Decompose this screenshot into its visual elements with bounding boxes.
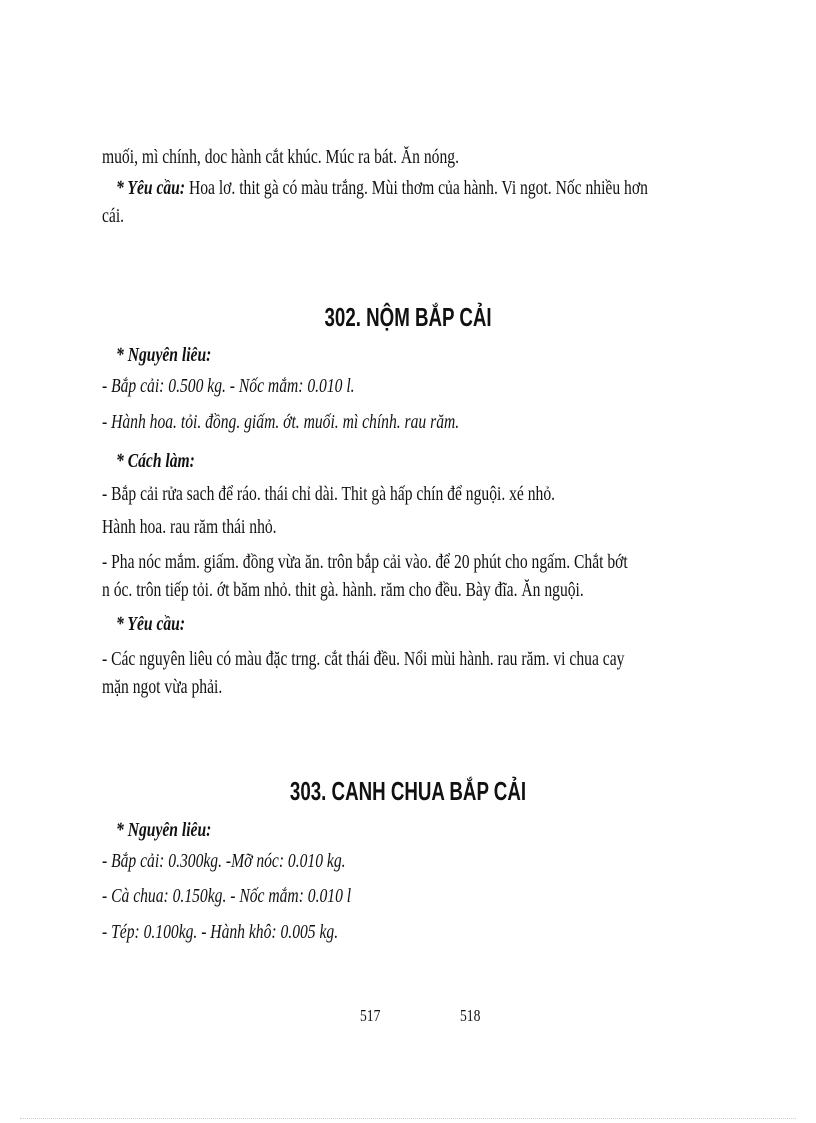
recipe-302-requirement-label: * Yêu cầu:: [116, 613, 186, 635]
recipe-302-method-label: * Cách làm:: [116, 450, 195, 472]
recipe-302-title: 302. NỘM BẮP CẢI: [324, 302, 492, 332]
recipe-302-ingredients-label: * Nguyên liêu:: [116, 344, 212, 366]
intro-line-1: muối, mì chính, doc hành cắt khúc. Múc ra bát. Ăn nóng.: [102, 146, 459, 168]
recipe-303-ingredient-1: - Bắp cải: 0.300kg. -Mỡ nóc: 0.010 kg.: [102, 850, 346, 872]
page-bottom-rule: [20, 1118, 796, 1119]
requirement-label: * Yêu cầu:: [116, 177, 186, 199]
recipe-302-requirement-2: mặn ngot vừa phải.: [102, 676, 223, 698]
recipe-302-requirement-1: - Các nguyên liêu có màu đặc trng. cắt thái đều. Nổi mùi hành. rau răm. vi chua cay: [102, 648, 625, 670]
page-number-right: 518: [460, 1006, 481, 1025]
recipe-302-ingredient-2: - Hành hoa. tỏi. đồng. giấm. ớt. muối. mì chính. rau răm.: [102, 411, 460, 433]
recipe-303-ingredient-3: - Tép: 0.100kg. - Hành khô: 0.005 kg.: [102, 921, 339, 943]
intro-requirement: [116, 176, 648, 200]
recipe-302-method-3: - Pha nóc mắm. giấm. đồng vừa ăn. trôn bắp cải vào. để 20 phút cho ngấm. Chắt bớt: [102, 551, 628, 573]
recipe-302-method-2: Hành hoa. rau răm thái nhỏ.: [102, 516, 277, 538]
recipe-303-title: 303. CANH CHUA BẮP CẢI: [289, 776, 527, 806]
recipe-303-ingredient-2: - Cà chua: 0.150kg. - Nốc mắm: 0.010 l: [102, 885, 352, 907]
recipe-302-method-1: - Bắp cải rửa sach để ráo. thái chỉ dài. Thit gà hấp chín để nguội. xé nhỏ.: [102, 483, 556, 505]
page-number-left: 517: [360, 1006, 381, 1025]
intro-line-3: cái.: [102, 205, 125, 227]
recipe-303-ingredients-label: * Nguyên liêu:: [116, 819, 212, 841]
recipe-302-method-4: n óc. trôn tiếp tỏi. ớt băm nhỏ. thit gà. hành. răm cho đều. Bày đĩa. Ăn nguội.: [102, 579, 584, 601]
recipe-302-ingredient-1: - Bắp cải: 0.500 kg. - Nốc mắm: 0.010 l.: [102, 375, 355, 397]
requirement-text: Hoa lơ. thit gà có màu trắng. Mùi thơm của hành. Vi ngot. Nốc nhiều hơn: [185, 177, 648, 199]
